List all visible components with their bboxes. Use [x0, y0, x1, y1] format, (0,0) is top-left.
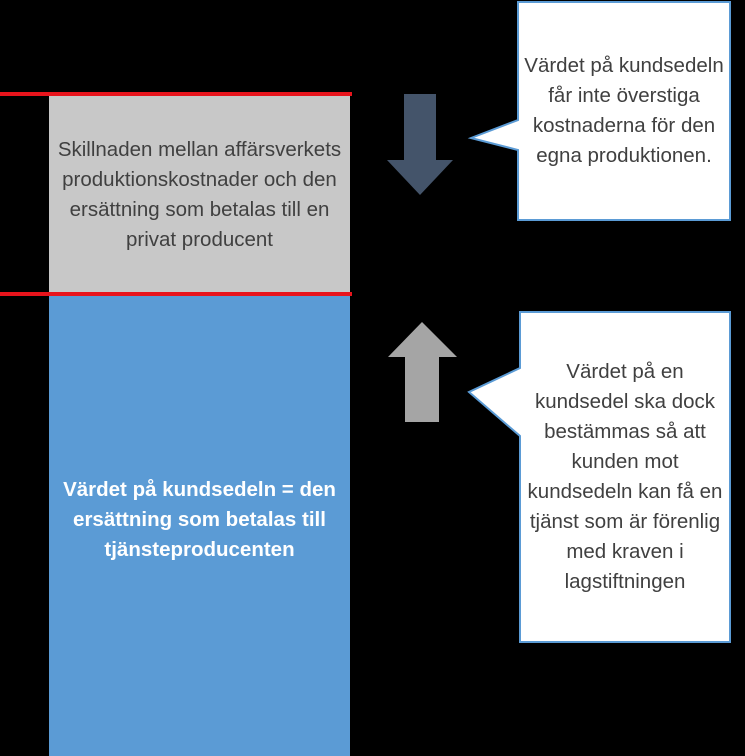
down-arrow-icon	[387, 94, 453, 195]
voucher-value-text: Värdet på kundsedeln = den ersättning som betalas till tjänsteproducenten	[63, 478, 336, 561]
cost-difference-text: Skillnaden mellan affärsverkets produktionskostnader och den ersättning som betalas till en privat producent	[57, 137, 342, 251]
callout-top-text-box	[520, 4, 728, 218]
callout-bottom-text: Värdet på en kundsedel ska dock bestämmas så att kunden mot kundsedeln kan få en tjänst som är förenlig med kraven i lagstiftningen	[527, 360, 723, 593]
up-arrow-icon	[388, 322, 457, 422]
callout-bottom-text-box	[522, 314, 728, 640]
callout-top-text: Värdet på kundsedeln får inte överstiga kostnaderna för den egna produktionen.	[524, 54, 724, 167]
